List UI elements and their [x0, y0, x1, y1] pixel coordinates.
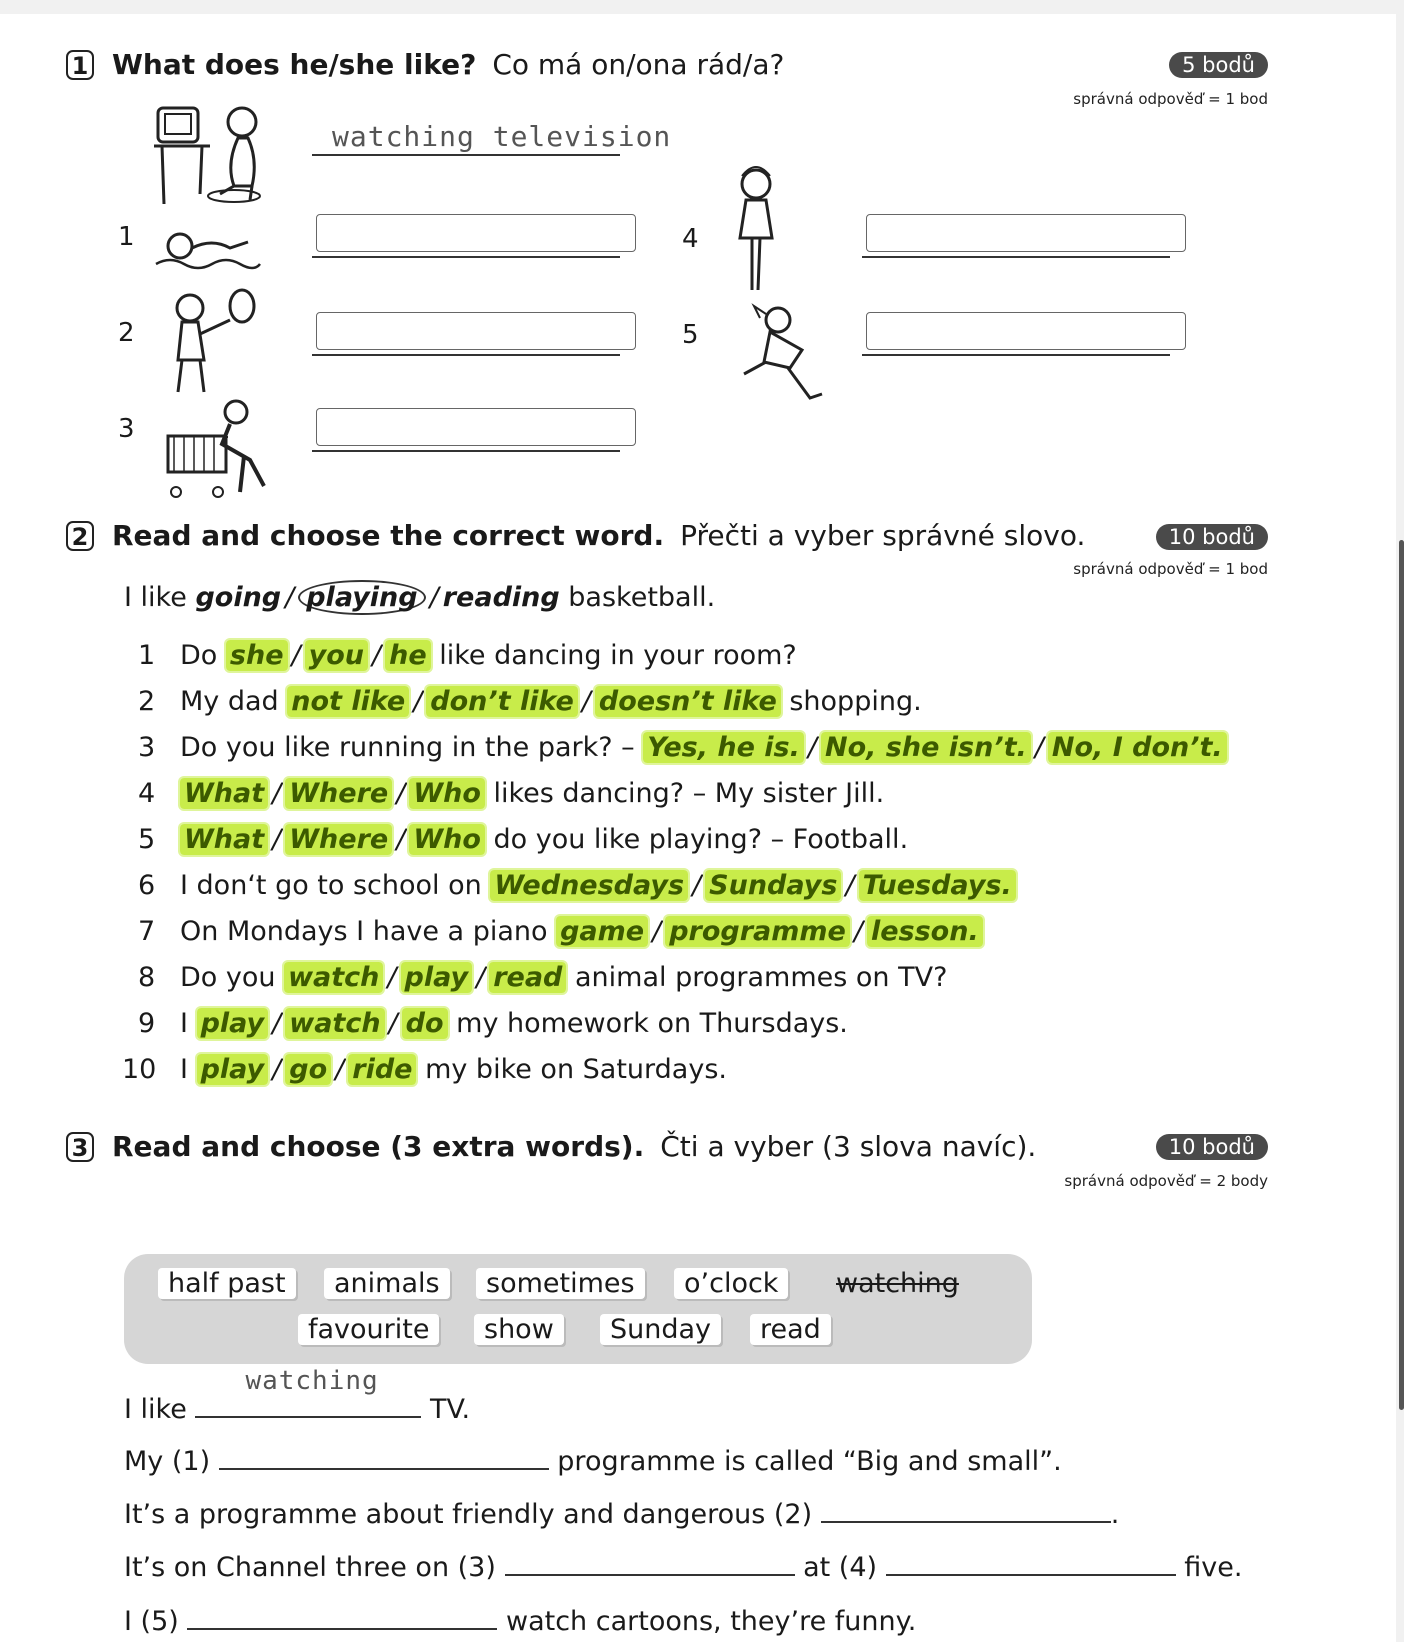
ex2-option[interactable]: Who [409, 824, 485, 855]
ex3-blank-5[interactable] [187, 1606, 497, 1630]
ex2-option[interactable]: Who [409, 778, 485, 809]
ex2-question-text-after: do you like playing? – Football. [493, 824, 909, 855]
worksheet-page [0, 14, 1396, 1642]
ex2-question-10: 10 I play / go / ride my bike on Saturdays. [122, 1054, 727, 1085]
ex2-question-number: 3 [138, 732, 156, 763]
ex3-blank-4[interactable] [886, 1552, 1176, 1576]
ex3-example-answer: watching [245, 1366, 379, 1396]
ex2-option[interactable]: Wednesdays [490, 870, 688, 901]
ex3-line-2-post: . [1110, 1499, 1120, 1530]
ex2-question-text-after: like dancing in your room? [439, 640, 797, 671]
ex2-question-number: 1 [138, 640, 156, 671]
ex3-line-1-pre: My (1) [124, 1446, 211, 1477]
ex3-example-pre: I like [124, 1394, 187, 1425]
ex2-option[interactable]: go [285, 1054, 331, 1085]
ex2-question-9: 9 I play / watch / do my homework on Thursdays. [138, 1008, 848, 1039]
word-chip-animals[interactable]: animals [324, 1268, 450, 1299]
ex2-option[interactable]: doesn’t like [595, 686, 781, 717]
ex3-number: 3 [66, 1132, 94, 1162]
ex2-option[interactable]: watch [285, 1008, 384, 1039]
ex2-question-number: 4 [138, 778, 156, 809]
ex2-option[interactable]: Where [285, 778, 392, 809]
running-illustration [730, 298, 840, 418]
ex2-question-number: 10 [122, 1054, 157, 1085]
ex3-line-3-mid: at (4) [803, 1552, 878, 1583]
ex2-question-text-before: On Mondays I have a piano [180, 916, 548, 947]
ex2-question-text-before: Do you [180, 962, 276, 993]
ex2-option[interactable]: do [402, 1008, 448, 1039]
ex2-question-7: 7 On Mondays I have a piano game / programme / lesson. [138, 916, 983, 947]
ex3-example-blank [195, 1366, 421, 1418]
ex2-option[interactable]: not like [287, 686, 409, 717]
ex3-line-4-post: watch cartoons, they’re funny. [505, 1606, 917, 1637]
word-chip-sometimes[interactable]: sometimes [476, 1268, 645, 1299]
ex1-example-line [312, 154, 620, 156]
ex2-question-text-before: I [180, 1054, 188, 1085]
word-chip-read[interactable]: read [750, 1314, 831, 1345]
ex1-item-5-number: 5 [682, 320, 699, 350]
ex3-line-2-pre: It’s a programme about friendly and dangerous (2) [124, 1499, 813, 1530]
ex2-points-badge: 10 bodů [1156, 524, 1268, 550]
ex3-example-post: TV. [430, 1394, 471, 1425]
ex2-example-option-1: going [195, 582, 282, 613]
ex2-option[interactable]: programme [665, 916, 850, 947]
ex1-answer-box-5[interactable] [866, 312, 1186, 350]
ex1-item-2-number: 2 [118, 318, 135, 348]
ex2-example-option-2-circled: playing [298, 580, 425, 615]
ex1-answer-line-2 [312, 354, 620, 356]
ex3-line-4 [124, 1606, 916, 1637]
ex2-heading [66, 519, 1085, 552]
word-chip-half-past[interactable]: half past [158, 1268, 296, 1299]
ex1-title: What does he/she like? [112, 48, 477, 81]
ex2-question-number: 7 [138, 916, 156, 947]
word-bank [124, 1254, 1032, 1364]
ex2-option[interactable]: play [401, 962, 473, 993]
ex2-question-text-before: Do you like running in the park? – [180, 732, 635, 763]
ex2-option[interactable]: No, I don’t. [1048, 732, 1227, 763]
ex3-line-2 [124, 1499, 1119, 1530]
ex2-option[interactable]: No, she isn’t. [821, 732, 1031, 763]
ex3-line-1 [124, 1446, 1062, 1477]
ex2-question-number: 6 [138, 870, 156, 901]
ex2-question-4: 4 What / Where / Who likes dancing? – My sister Jill. [138, 778, 885, 809]
ex2-question-text-after: animal programmes on TV? [574, 962, 948, 993]
ex1-heading [66, 48, 784, 81]
ex2-example-sentence: I like going / playing / reading basketball. [124, 582, 716, 613]
ex2-question-text-after: my bike on Saturdays. [425, 1054, 727, 1085]
ex1-title-cz: Co má on/ona rád/a? [492, 48, 785, 81]
ex1-answer-box-1[interactable] [316, 214, 636, 252]
ex1-answer-line-4 [862, 256, 1170, 258]
ex2-example-post: basketball. [568, 582, 716, 613]
ex3-line-3 [124, 1552, 1242, 1583]
ex2-option[interactable]: play [197, 1008, 269, 1039]
ex2-example-option-3: reading [442, 582, 560, 613]
word-chip-oclock[interactable]: o’clock [674, 1268, 788, 1299]
word-chip-watching-used: watching [836, 1268, 959, 1299]
ex2-option[interactable]: ride [348, 1054, 416, 1085]
ex3-scoring-rule: správná odpověď = 2 body [1064, 1172, 1268, 1190]
ex2-option[interactable]: What [180, 778, 268, 809]
ex1-answer-line-1 [312, 256, 620, 258]
ex1-item-1-number: 1 [118, 222, 135, 252]
ex2-question-text-after: my homework on Thursdays. [456, 1008, 848, 1039]
ex2-option[interactable]: What [180, 824, 268, 855]
ex2-option[interactable]: he [385, 640, 431, 671]
ex2-option[interactable]: Tuesdays. [859, 870, 1016, 901]
ex2-example-pre: I like [124, 582, 187, 613]
ex2-question-8: 8 Do you watch / play / read animal programmes on TV? [138, 962, 948, 993]
ex1-answer-box-3[interactable] [316, 408, 636, 446]
vertical-scrollbar[interactable] [1399, 540, 1404, 1410]
shopping-illustration [160, 396, 300, 506]
ex2-option[interactable]: play [197, 1054, 269, 1085]
ex2-option[interactable]: game [556, 916, 648, 947]
ex2-question-6: 6 I don‘t go to school on Wednesdays / Sundays / Tuesdays. [138, 870, 1016, 901]
word-chip-show[interactable]: show [474, 1314, 564, 1345]
ex2-question-number: 9 [138, 1008, 156, 1039]
ex2-question-5: 5 What / Where / Who do you like playing? – Football. [138, 824, 909, 855]
ex2-title: Read and choose the correct word. [112, 519, 665, 552]
ex2-question-3: 3 Do you like running in the park? – Yes, he is. / No, she isn’t. / No, I don’t. [138, 732, 1227, 763]
ex3-heading [66, 1130, 1036, 1163]
ex2-question-2: 2 My dad not like / don’t like / doesn’t like shopping. [138, 686, 922, 717]
tennis-illustration [160, 284, 270, 404]
ex2-option[interactable]: don’t like [426, 686, 577, 717]
ex2-scoring-rule: správná odpověď = 1 bod [1073, 560, 1268, 578]
ex3-points-badge: 10 bodů [1156, 1134, 1268, 1160]
dancing-illustration [722, 160, 792, 300]
tv-watching-illustration [150, 94, 280, 214]
ex3-blank-1[interactable] [219, 1446, 549, 1470]
ex2-question-text-after: likes dancing? – My sister Jill. [493, 778, 885, 809]
ex2-question-text-before: Do [180, 640, 218, 671]
ex1-number: 1 [66, 50, 94, 80]
ex3-blank-2[interactable] [821, 1499, 1111, 1523]
ex2-option[interactable]: read [489, 962, 566, 993]
ex1-answer-box-2[interactable] [316, 312, 636, 350]
ex2-option[interactable]: Sundays [705, 870, 841, 901]
ex1-scoring-rule: správná odpověď = 1 bod [1073, 90, 1268, 108]
ex2-option[interactable]: she [226, 640, 288, 671]
ex2-title-cz: Přečti a vyber správné slovo. [680, 519, 1086, 552]
ex1-example-answer: watching television [332, 120, 672, 153]
ex2-question-1: 1 Do she / you / he like dancing in your room? [138, 640, 797, 671]
ex3-example-line [124, 1366, 471, 1425]
ex2-option[interactable]: you [305, 640, 368, 671]
ex1-answer-line-3 [312, 450, 620, 452]
ex2-question-number: 8 [138, 962, 156, 993]
ex2-question-text-before: My dad [180, 686, 279, 717]
ex3-line-3-post: five. [1184, 1552, 1243, 1583]
word-chip-favourite[interactable]: favourite [298, 1314, 439, 1345]
ex2-question-number: 2 [138, 686, 156, 717]
ex3-blank-3[interactable] [505, 1552, 795, 1576]
ex3-title: Read and choose (3 extra words). [112, 1130, 645, 1163]
ex3-line-3-pre: It’s on Channel three on (3) [124, 1552, 496, 1583]
ex2-question-text-before: I [180, 1008, 188, 1039]
word-chip-sunday[interactable]: Sunday [600, 1314, 721, 1345]
ex2-option[interactable]: lesson. [867, 916, 983, 947]
ex1-item-3-number: 3 [118, 414, 135, 444]
ex1-item-4-number: 4 [682, 224, 699, 254]
ex2-question-number: 5 [138, 824, 156, 855]
ex3-line-4-pre: I (5) [124, 1606, 179, 1637]
ex1-points-badge: 5 bodů [1169, 52, 1268, 78]
ex2-number: 2 [66, 521, 94, 551]
ex1-answer-line-5 [862, 354, 1170, 356]
ex2-option[interactable]: watch [284, 962, 383, 993]
ex2-question-text-before: I don‘t go to school on [180, 870, 482, 901]
ex3-title-cz: Čti a vyber (3 slova navíc). [660, 1130, 1037, 1163]
ex2-question-text-after: shopping. [789, 686, 922, 717]
swimming-illustration [152, 224, 262, 274]
ex1-answer-box-4[interactable] [866, 214, 1186, 252]
ex3-line-1-post: programme is called “Big and small”. [557, 1446, 1062, 1477]
ex2-option[interactable]: Where [285, 824, 392, 855]
ex2-option[interactable]: Yes, he is. [643, 732, 804, 763]
